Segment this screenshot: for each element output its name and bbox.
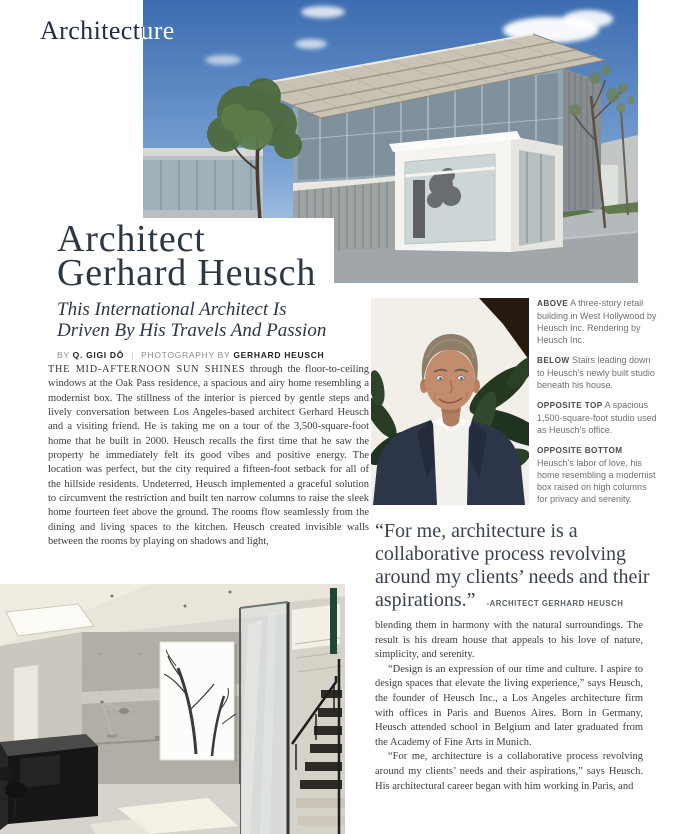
pull-quote [375,520,665,615]
interior-photo [0,584,345,834]
caption-opposite-bottom [537,444,658,505]
byline-by-label: BY [57,350,70,360]
subtitle-line2: Driven By His Travels And Passion [57,320,327,341]
body-paragraph-1: blending them in harmony with the natural surroundings. The result is his dream house that appeals to his love of nature, simplicity, and serenity. [375,620,643,661]
caption-opposite-bottom-text: Heusch’s labor of love, his home resembling a modernist box raised on high columns for privacy and serenity. [537,458,656,504]
subtitle-line1: This International Architect Is [57,299,287,320]
body-text-1: through the floor-to-ceiling windows at the Oak Pass residence, a spacious and airy home resembling a modernist box. The stillness of the interior is pierced by gentle steps and lively conversation between Los Angeles-based architect Gerhard Heusch and a visiting friend. He is taking me on a tour of the 3,500-square-foot home that he built in 2000. Heusch recalls the first time that he saw the property he immediately felt its good vibes and positive energy. The location was perfect, but the city required a fifteen-foot setback for all of the hillside residents. Undeterred, Heusch implemented a graceful solution to circumvent the restriction and built ten narrow columns to raise the sleek home fourteen feet above the ground. The rooms flow seamlessly from the dining and living spaces to the kitchen. Heusch created invisible walls between the rooms by playing on shadows and light, [48,364,369,548]
body-paragraph-2: “Design is an expression of our time and culture. I aspire to design spaces that elevate the living experience,” says Heusch, the founder of Heusch Inc., a Los Angeles architecture firm with offices in Paris and Buenos Aires. Born in Germany, Heusch attended school in Belgium and later graduated from the Academy of Fine Arts in Munich. [375,663,643,748]
caption-below-text: Stairs leading down to Heusch’s newly built studio beneath his house. [537,355,655,390]
interior-illustration [0,584,345,834]
byline-separator: | [131,350,135,360]
caption-above-label: ABOVE [537,299,569,308]
headline-line1: Architect [57,218,206,260]
headline-line2: Gerhard Heusch [57,252,317,294]
byline-photo-label: PHOTOGRAPHY BY [141,350,231,360]
caption-opposite-top [537,399,658,436]
body-column-1 [48,363,369,579]
body-column-2 [375,619,643,833]
lead-in: THE MID-AFTERNOON SUN SHINES [48,364,246,375]
subtitle [57,299,377,341]
caption-opposite-top-text: A spacious 1,500-square-foot studio used as Heusch’s office. [537,400,657,435]
caption-above-text: A three-story retail building in West Hollywood by Heusch Inc. Rendering by Heusch Inc. [537,298,657,345]
portrait-photo [371,298,529,505]
caption-below-label: BELOW [537,356,570,365]
byline [57,350,377,360]
byline-photographer: GERHARD HEUSCH [233,350,325,360]
caption-column [537,297,658,505]
caption-above [537,297,658,346]
caption-opposite-top-label: OPPOSITE TOP [537,401,603,410]
article-header [57,218,377,360]
headline [57,218,377,294]
caption-below [537,354,658,391]
body-paragraph-3: “For me, architecture is a collaborative process revolving around my clients’ needs and their aspirations,” says Heusch. His architectural career began with him working in Paris, and [375,751,643,792]
byline-author: Q. GIGI DÔ [72,350,125,360]
portrait-illustration [371,298,529,505]
pull-quote-text: “For me, architecture is a collaborative process revolving around my clients’ needs and their aspirations.” [375,520,650,611]
caption-opposite-bottom-label: OPPOSITE BOTTOM [537,446,623,455]
pull-quote-attribution: -ARCHITECT GERHARD HEUSCH [486,599,624,608]
section-title: Architecture [40,16,175,45]
